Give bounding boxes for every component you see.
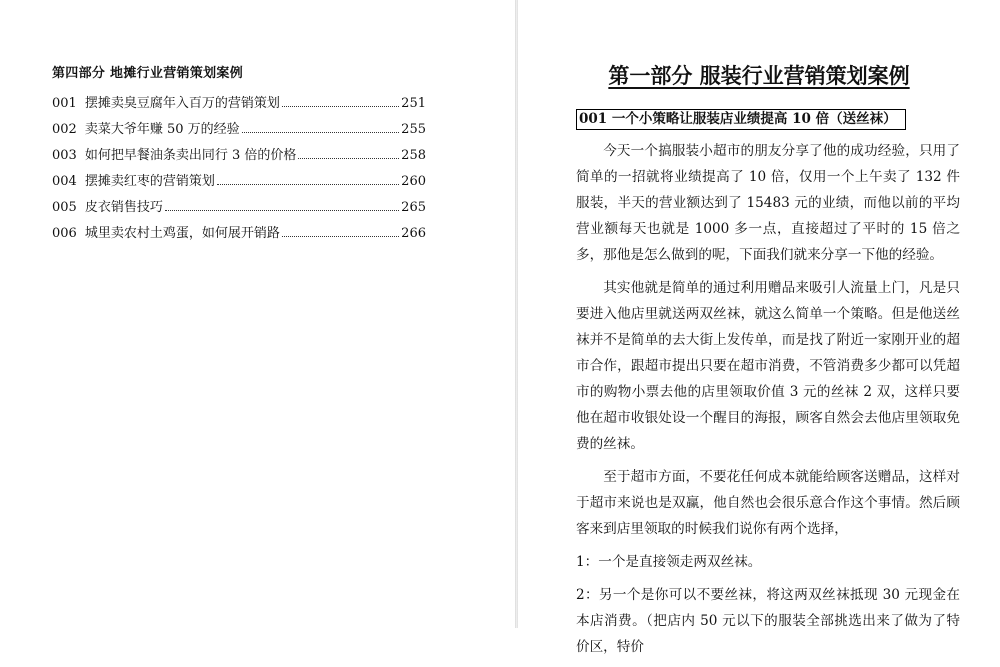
toc-item-page: 258 bbox=[401, 148, 426, 163]
toc-heading: 第四部分 地摊行业营销策划案例 bbox=[52, 66, 244, 81]
toc-item-title: 摆摊卖臭豆腐年入百万的营销策划 bbox=[84, 96, 280, 111]
section-title: 001 一个小策略让服装店业绩提高 10 倍（送丝袜） bbox=[576, 109, 906, 130]
toc-leader-dots bbox=[165, 210, 399, 211]
body-text bbox=[576, 138, 960, 667]
toc-leader-dots bbox=[282, 236, 399, 237]
toc-item-title: 城里卖农村土鸡蛋，如何展开销路 bbox=[84, 226, 280, 241]
toc-item-title: 如何把早餐油条卖出同行 3 倍的价格 bbox=[84, 148, 297, 163]
option-item: 1：一个是直接领走两双丝袜。 bbox=[576, 554, 762, 570]
toc-item-page: 251 bbox=[401, 96, 426, 111]
toc-item-number: 005 bbox=[52, 200, 77, 215]
toc-item bbox=[52, 92, 426, 118]
toc-item-page: 266 bbox=[401, 226, 426, 241]
toc-item-title: 卖菜大爷年赚 50 万的经验 bbox=[84, 122, 240, 137]
paragraph: 今天一个搞服装小超市的朋友分享了他的成功经验，只用了简单的一招就将业绩提高了 10 倍，仅用一个上午卖了 132 件服装，半天的营业额达到了 15483 元的业绩，而他以前的平均营业额每天也就是 1000 多一点，直接超过了平时的 15 倍之多，那他是怎么做到的呢，下面我们就来分享一下他的经验。 bbox=[576, 143, 960, 263]
toc-item-page: 255 bbox=[401, 122, 426, 137]
toc-item-title: 皮衣销售技巧 bbox=[84, 200, 163, 215]
paragraph: 其实他就是简单的通过利用赠品来吸引人流量上门，凡是只要进入他店里就送两双丝袜，就这么简单一个策略。但是他送丝袜并不是简单的去大街上发传单，而是找了附近一家刚开业的超市合作，跟超市提出只要在超市消费，不管消费多少都可以凭超市的购物小票去他的店里领取价值 3 元的丝袜 2 双，这样只要他在超市收银处设一个醒目的海报，顾客自然会去他店里领取免费的丝袜。 bbox=[576, 280, 960, 452]
toc-item bbox=[52, 196, 426, 222]
toc-item-number: 002 bbox=[52, 122, 77, 137]
toc-item-number: 003 bbox=[52, 148, 77, 163]
toc-item bbox=[52, 118, 426, 144]
option-item: 2：另一个是你可以不要丝袜，将这两双丝袜抵现 30 元现金在本店消费。（把店内 50 元以下的服装全部挑选出来了做为了特价区，特价 bbox=[576, 587, 960, 655]
toc-list bbox=[52, 92, 426, 248]
toc-item-title: 摆摊卖红枣的营销策划 bbox=[84, 174, 215, 189]
left-page bbox=[0, 0, 515, 628]
part-title: 第一部分 服装行业营销策划案例 bbox=[608, 63, 910, 88]
toc-leader-dots bbox=[282, 106, 399, 107]
toc-item-number: 001 bbox=[52, 96, 77, 111]
toc-leader-dots bbox=[298, 158, 399, 159]
toc-item-number: 004 bbox=[52, 174, 77, 189]
toc-item bbox=[52, 144, 426, 170]
toc-item bbox=[52, 222, 426, 248]
toc-leader-dots bbox=[242, 132, 400, 133]
paragraph: 至于超市方面，不要花任何成本就能给顾客送赠品，这样对于超市来说也是双赢，他自然也会很乐意合作这个事情。然后顾客来到店里领取的时候我们说你有两个选择， bbox=[576, 469, 960, 537]
toc-leader-dots bbox=[217, 184, 399, 185]
toc-item-page: 265 bbox=[401, 200, 426, 215]
toc-item-page: 260 bbox=[401, 174, 426, 189]
right-page bbox=[518, 0, 1000, 655]
toc-item bbox=[52, 170, 426, 196]
toc-item-number: 006 bbox=[52, 226, 77, 241]
